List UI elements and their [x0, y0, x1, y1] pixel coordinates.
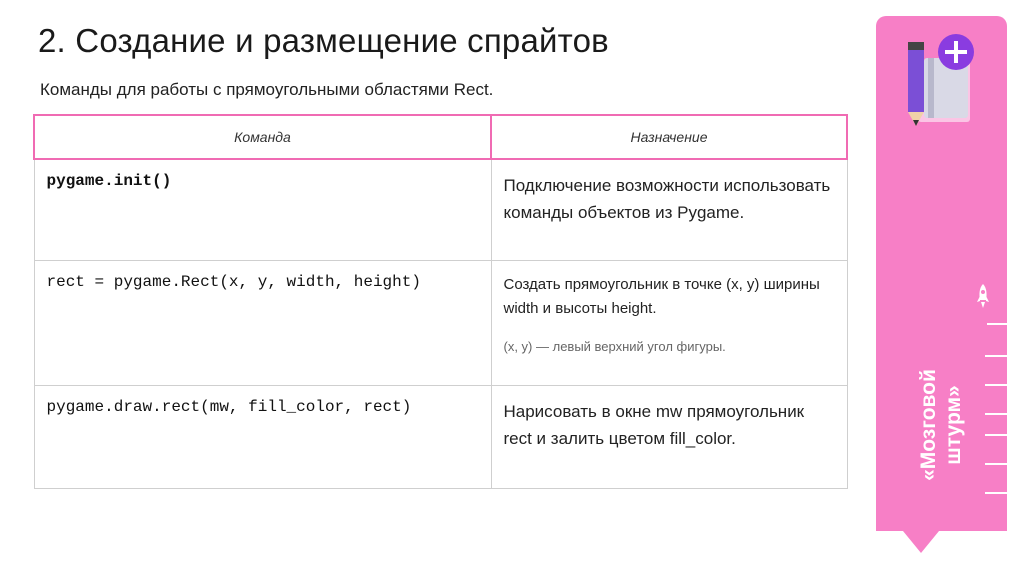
- table-row: [34, 159, 847, 261]
- rocket-icon: [976, 283, 990, 309]
- description-cell: [491, 159, 847, 261]
- command-cell: [34, 159, 491, 261]
- header-command: Команда: [34, 115, 491, 159]
- brainstorm-label-line2: штурм»: [942, 385, 965, 465]
- command-code: rect = pygame.Rect(x, y, width, height): [46, 273, 421, 291]
- commands-table: [33, 114, 848, 489]
- ruler-tick: [985, 413, 1007, 415]
- description-text: Нарисовать в окне mw прямоугольник rect и залить цветом fill_color.: [503, 402, 805, 448]
- ruler-tick: [985, 384, 1007, 386]
- description-text: Создать прямоугольник в точке (x, y) ширины width и высоты height.: [503, 276, 820, 317]
- description-cell: [491, 261, 847, 386]
- pencil-notebook-plus-icon: [904, 34, 976, 126]
- slide-title: 2. Создание и размещение спрайтов: [38, 22, 609, 59]
- ruler-tick: [985, 434, 1007, 436]
- description-cell: [491, 386, 847, 489]
- brainstorm-label: [916, 315, 966, 535]
- table-row: [34, 261, 847, 386]
- ruler-tick: [987, 323, 1007, 325]
- command-code: pygame.draw.rect(mw, fill_color, rect): [46, 398, 412, 416]
- ruler-tick: [985, 463, 1007, 465]
- table-row: [34, 386, 847, 489]
- ruler-tick: [985, 355, 1007, 357]
- description-text: Подключение возможности использовать команды объектов из Pygame.: [503, 176, 831, 222]
- header-purpose: Назначение: [491, 115, 847, 159]
- slide-subtitle: Команды для работы с прямоугольными областями Rect.: [40, 80, 494, 99]
- table-header-row: [34, 115, 847, 159]
- brainstorm-label-line1: «Мозговой: [917, 369, 940, 481]
- ruler-tick: [985, 492, 1007, 494]
- description-note: (x, y) — левый верхний угол фигуры.: [503, 339, 726, 354]
- command-code: pygame.init(): [46, 172, 172, 190]
- command-cell: [34, 261, 491, 386]
- command-cell: [34, 386, 491, 489]
